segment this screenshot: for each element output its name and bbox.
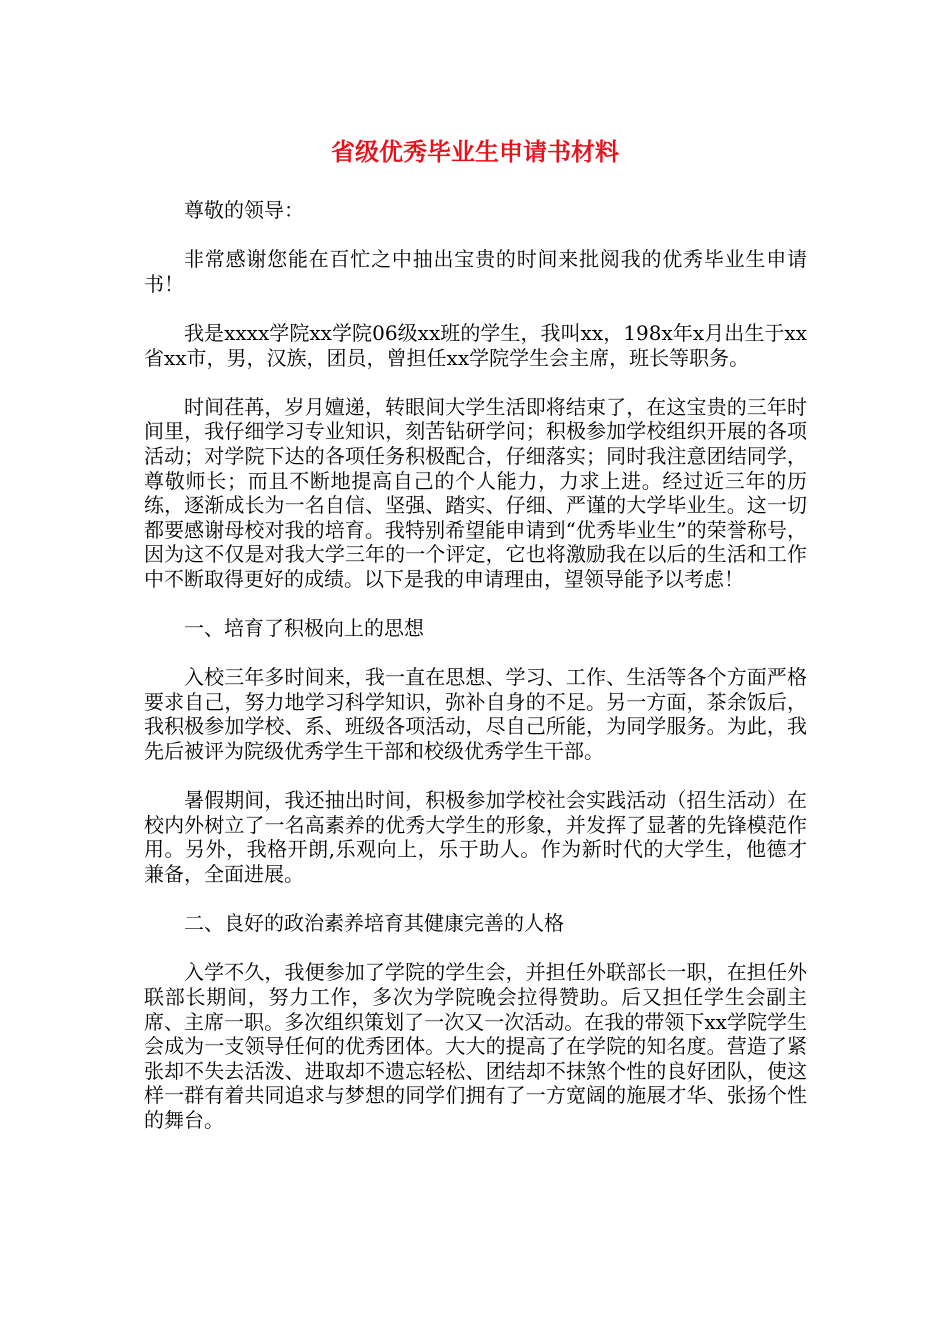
paragraph-introduction: 我是xxxx学院xx学院06级xx班的学生，我叫xx，198x年x月出生于xx省xx市，男，汉族，团员，曾担任xx学院学生会主席，班长等职务。: [144, 320, 807, 370]
section-heading-2: 二、良好的政治素养培育其健康完善的人格: [184, 911, 564, 936]
paragraph-overview: 时间荏苒，岁月嬗递，转眼间大学生活即将结束了，在这宝贵的三年时间里，我仔细学习专业知识，刻苦钻研学问；积极参加学校组织开展的各项活动；对学院下达的各项任务积极配合，仔细落实；同时我注意团结同学，尊敬师长；而且不断地提高自己的个人能力，力求上进。经过近三年的历练，逐渐成长为一名自信、坚强、踏实、仔细、严谨的大学毕业生。这一切都要感谢母校对我的培育。我特别希望能申请到“优秀毕业生”的荣誉称号，因为这不仅是对我大学三年的一个评定，它也将激励我在以后的生活和工作中不断取得更好的成绩。以下是我的申请理由，望领导能予以考虑！: [144, 394, 807, 591]
document-body: [144, 198, 807, 1157]
salutation: 尊敬的领导：: [184, 198, 304, 222]
paragraph-section-2a: 入学不久，我便参加了学院的学生会，并担任外联部长一职，在担任外联部长期间，努力工作，多次为学院晚会拉得赞助。后又担任学生会副主席、主席一职。多次组织策划了一次又一次活动。在我的带领下xx学院学生会成为一支领导任何的优秀团体。大大的提高了在学院的知名度。营造了紧张却不失去活泼、进取却不遗忘轻松、团结却不抹煞个性的良好团队，使这样一群有着共同追求与梦想的同学们拥有了一方宽阔的施展才华、张扬个性的舞台。: [144, 960, 807, 1132]
paragraph-section-1a: 入校三年多时间来，我一直在思想、学习、工作、生活等各个方面严格要求自己，努力地学习科学知识，弥补自身的不足。另一方面，茶余饭后，我积极参加学校、系、班级各项活动，尽自己所能，为同学服务。为此，我先后被评为院级优秀学生干部和校级优秀学生干部。: [144, 665, 807, 764]
paragraph-section-1b: 暑假期间，我还抽出时间，积极参加学校社会实践活动（招生活动）在校内外树立了一名高素养的优秀大学生的形象，并发挥了显著的先锋模范作用。另外，我格开朗,乐观向上，乐于助人。作为新时代的大学生，他德才兼备，全面进展。: [144, 788, 807, 887]
paragraph-thanks: 非常感谢您能在百忙之中抽出宝贵的时间来批阅我的优秀毕业生申请书！: [144, 247, 807, 296]
document-title: 省级优秀毕业生申请书材料: [331, 138, 619, 166]
section-heading-1: 一、培育了积极向上的思想: [184, 616, 424, 641]
